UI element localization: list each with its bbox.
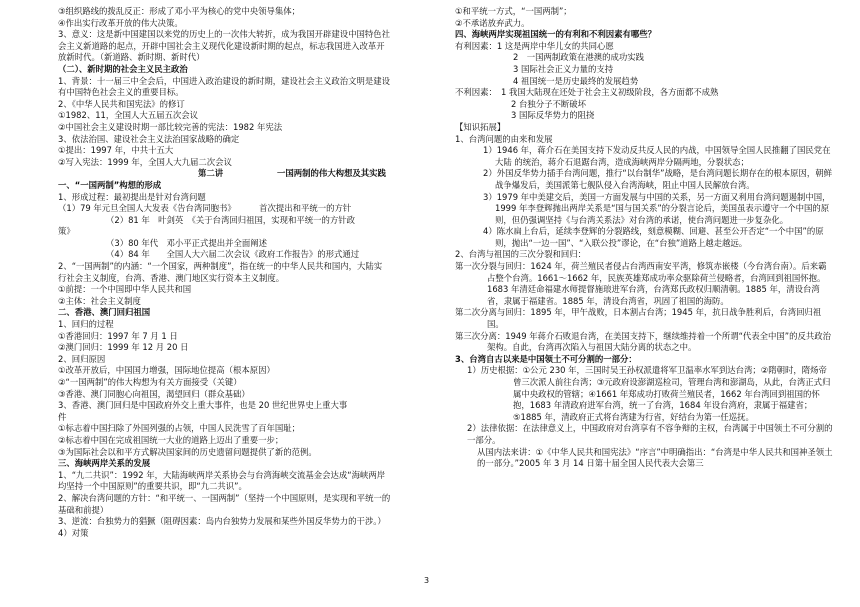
text-line: 有利因素：1 这是两岸中华儿女的共同心愿 [455, 40, 614, 51]
text-line: ②主体：社会主义制度 [58, 295, 141, 306]
lecture-title [58, 168, 440, 180]
text-line: 2 一国两制政策在港澳的成功实践 [513, 52, 644, 63]
text-line: 2、“一国两制”的内涵：“一个国家，两种制度”，指在统一的中华人民共和国内，大陆实 [58, 261, 383, 272]
text-line: 4 祖国统一是历史最终的发展趋势 [513, 75, 639, 86]
text-line: 2、解决台湾问题的方针：“和平统一、一国两制”（坚持一个中国原则，是实现和平统一的 [58, 492, 391, 503]
text-line: 1、背景：十一届三中全会后，中国进入政治建设的新时期，建设社会主义政治文明是建设 [58, 75, 390, 86]
text-line: 件 [58, 411, 67, 422]
text-line: 不利因素： 1 我国大陆现在还处于社会主义初级阶段，各方面都不成熟 [455, 87, 719, 98]
paragraph: 1）1946 年，蒋介石在美国支持下发动反共反人民的内战，中国领导全国人民推翻了国民党在大陆 的统治，蒋介石退踞台湾，造成海峡两岸分隔两地，分裂状态； [483, 145, 831, 167]
text-line: ③为国际社会以和平方式解决国家间的历史遗留问题提供了新的范例。 [58, 446, 317, 457]
text-line: 【知识拓展】 [455, 121, 506, 132]
lecture-number: 第二讲 [198, 168, 224, 179]
paragraph: 2）外国反华势力插手台湾问题，推行“以台制华”战略，是台湾问题长期存在的根本原因，朝鲜战争爆发后，美国派第七舰队侵入台湾海峡，阻止中国人民解放台湾。 [483, 168, 833, 190]
paragraph: 2）法律依据：在法律意义上，中国政府对台湾享有不容争辩的主权，台湾属于中国领土不可分割的一部分。 [467, 423, 833, 445]
text-line: 均坚持一个中国原则”的重要共识，即“九二共识”。 [58, 481, 247, 492]
text-line: 2、回归原因 [58, 353, 106, 364]
text-line: ②澳门回归：1999 年 12 月 20 日 [58, 342, 189, 353]
text-line: ②中国社会主义建设时期一部比较完善的宪法：1982 年宪法 [58, 121, 283, 132]
left-column [58, 6, 440, 539]
section-heading: 四、海峡两岸实现祖国统一的有利和不利因素有哪些？ [455, 29, 656, 40]
text-line: ④作出实行改革开放的伟大决策。 [58, 17, 183, 28]
text-line: 基础和前提） [58, 504, 109, 515]
text-line: 3 国际社会正义力量的支持 [513, 63, 614, 74]
text-line: ①前提：一个中国即中华人民共和国 [58, 284, 192, 295]
text-line: ①1982、11，全国人大五届五次会议 [58, 110, 198, 121]
text-line: ①和平统一方式，“一国两制”； [455, 6, 572, 16]
text-line: ②“一国两制”的伟大构想为有关方面接受（关键） [58, 377, 242, 387]
section-heading: 二、香港、澳门回归祖国 [58, 307, 151, 318]
text-span: 首次提出和平统一的方针 [259, 203, 352, 214]
text-line: 1、台湾问题的由来和发展 [455, 133, 553, 144]
text-line: 1、回归的过程 [58, 319, 114, 330]
paragraph: 从国内法来讲：①《中华人民共和国宪法》“序言”中明确指出：“台湾是中华人民共和国神圣领土的一部分。”2005 年 3 月 14 日第十届全国人民代表大会第三 [477, 446, 833, 469]
text-line: 3、香港、澳门回归是中国政府外交上重大事件，也是 20 世纪世界史上重大事 [58, 400, 348, 411]
lecture-name: 一国两制的伟大构想及其实践 [276, 168, 386, 179]
section-heading: （二）、新时期的社会主义民主政治 [58, 63, 188, 74]
text-line: 策》 [58, 226, 75, 237]
text-line: （3）80 年代 邓小平正式提出并全面阐述 [106, 237, 268, 248]
text-line: （4）84 年 全国人大六届二次会议《政府工作报告》的形式通过 [106, 249, 360, 260]
text-line: 有中国特色社会主义的重要目标。 [58, 87, 184, 98]
text-line: 1、形成过程：最初提出是针对台湾问题 [58, 191, 206, 202]
text-line: ①改革开放后，中国国力增强，国际地位提高（根本原因） [58, 365, 275, 376]
text-span: （1）79 年元旦全国人大发表《告台湾同胞书》 [58, 203, 236, 214]
text-line: 3、依法治国、建设社会主义法治国家战略的确定 [58, 133, 240, 144]
text-line [58, 203, 440, 215]
text-line: 3 国际反华势力的阻挠 [511, 110, 595, 121]
paragraph: 第二次分离与回归：1895 年，甲午战败，日本割占台湾；1945 年，抗日战争胜利后，台湾回归祖国。 [455, 307, 822, 330]
text-line: 1、“九二共识”：1992 年，大陆海峡两岸关系协会与台湾海峡交流基金会达成“海峡两岸 [58, 469, 386, 480]
text-line: 会主义新道路的起点，开辟中国社会主义现代化建设新时期的起点，标志我国进入改革开 [58, 40, 385, 51]
text-line: （2）81 年 叶剑英 《关于台湾回归祖国，实现和平统一的方针政 [106, 214, 355, 225]
paragraph: 3）1979 年中美建交后，美国一方面发展与中国的关系，另一方面又利用台湾问题遏制中国，1999 年李登辉抛出两岸关系是“国与国关系”的分裂言论后，美国虽表示遵守一个中国的原则，但仍强调坚持《与台湾关系法》对台湾的承诺，使台湾问题进一步复杂化。 [483, 191, 831, 225]
page-number: 3 [424, 576, 430, 585]
section-heading: 3、台湾自古以来是中国领土不可分割的一部分： [455, 353, 637, 364]
text-line: 2、《中华人民共和国宪法》的修订 [58, 98, 185, 109]
text-line: 放新时代。（新道路、新时期、新时代） [58, 52, 205, 63]
right-column [455, 6, 833, 470]
paragraph: 第一次分裂与回归：1624 年，荷兰殖民者侵占台湾西南安平湾，修筑赤嵌楼（今台湾台南）。后来霸占整个台湾。1661～1662 年，民族英雄郑成功率众驱除荷兰侵略者，台湾回到祖国怀抱。1683 年清廷命福建水师提督施琅进军台湾，台湾郑氏政权归顺清朝。1885 年，清设台湾省，隶属于福建省。1885 年，清设台湾省，巩固了祖国的海防。 [455, 261, 827, 306]
section-heading: 三、海峡两岸关系的发展 [58, 458, 151, 469]
text-line: ②不承诺放弃武力。 [455, 17, 530, 28]
text-line: 行社会主义制度，台湾、香港、澳门地区实行资本主义制度。 [58, 272, 285, 283]
text-line: ②标志着中国在完成祖国统一大业的道路上迈出了重要一步； [58, 434, 284, 445]
section-heading: 一、“一国两制”构想的形成 [58, 179, 162, 190]
text-line: 4）对策 [58, 527, 89, 538]
paragraph: 4）陈水扁上台后，延续李登辉的分裂路线，刻意模糊、回避、甚至公开否定“一个中国”的原则，抛出“一边一国”、“入联公投”谬论，在“台独”道路上越走越远。 [483, 226, 824, 248]
text-line: ①标志着中国扫除了外国列强的占领，中国人民洗雪了百年国耻； [58, 423, 301, 434]
text-line: ③香港、澳门同胞心向祖国，渴望回归（群众基础） [58, 388, 250, 399]
text-line: ①香港回归：1997 年 7 月 1 日 [58, 330, 178, 341]
paragraph: 第三次分离：1949 年蒋介石败退台湾，在美国支持下，继续维持着一个所谓“代表全中国”的反共政治架构。自此，台湾再次陷入与祖国大陆分离的状态之中。 [455, 330, 832, 353]
text-line: ③组织路线的拨乱反正：形成了邓小平为核心的党中央领导集体； [58, 6, 301, 16]
text-line: 3、意义：这是新中国建国以来党的历史上的一次伟大转折，成为我国开辟建设中国特色社 [58, 29, 390, 40]
text-line: 2 台独分子不断破坏 [511, 98, 586, 109]
text-line: 3、逆流：台独势力的猖獗（阻碍因素：岛内台独势力发展和某些外国反华势力的干涉。） [58, 516, 386, 527]
text-line: 2、台湾与祖国的三次分裂和回归： [455, 249, 586, 260]
paragraph: 1）历史根据：①公元 230 年，三国时吴王孙权派遣将军卫温率水军到达台湾；②隋朝时，隋炀帝曾三次派人前往台湾；③元政府设澎湖巡检司，管理台湾和澎湖岛，从此，台湾正式归属中央政权的管辖；④1661 年郑成功打败荷兰殖民者，1662 年台湾回到祖国的怀抱，1683 年清政府进军台湾，统一了台湾，1684 年设台湾府，隶属于福建省；⑤1885 年，清政府正式将台湾建为行省，好结台为第一任巡抚。 [467, 365, 831, 422]
text-line: ①提出：1997 年，中共十五大 [58, 145, 174, 156]
text-line: ②写入宪法：1999 年，全国人大九届二次会议 [58, 156, 232, 167]
